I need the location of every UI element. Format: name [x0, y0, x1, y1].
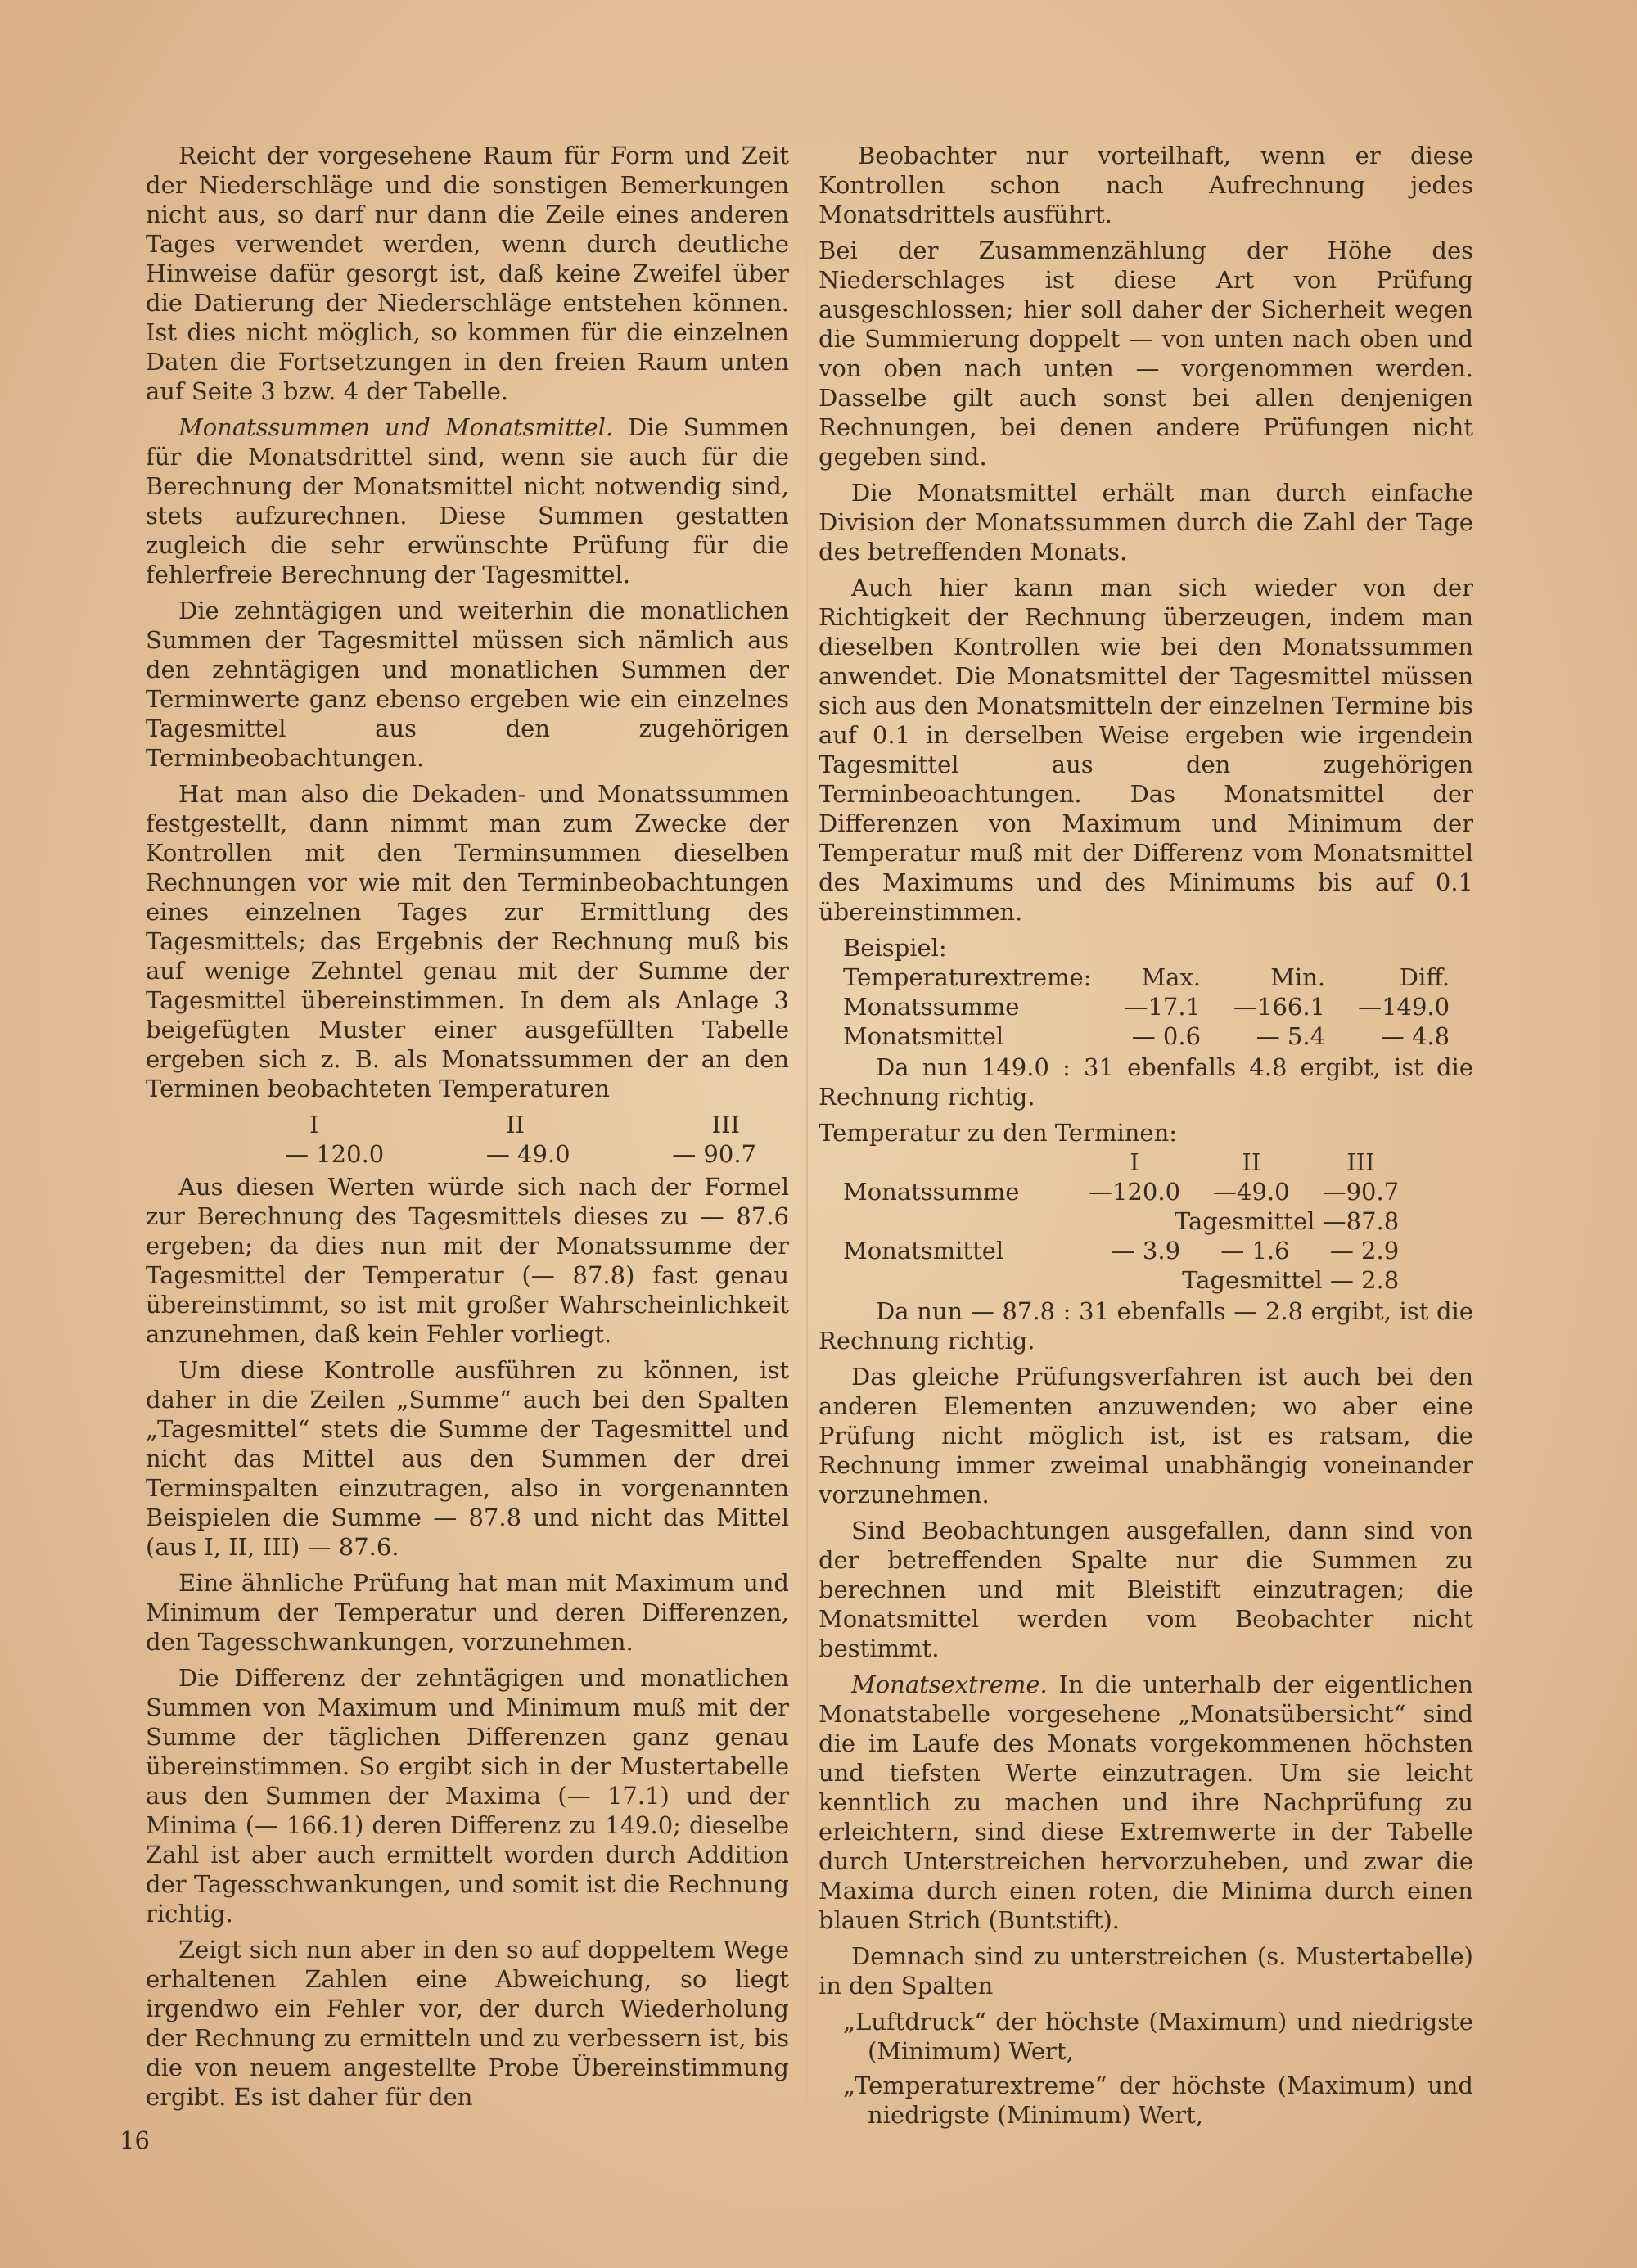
term-value-iii: — 90.7 — [672, 1140, 756, 1168]
table-cell: Temperaturextreme: — [843, 963, 1092, 991]
table-cell: —90.7 — [1322, 1178, 1400, 1206]
example-title: Temperatur zu den Terminen: — [818, 1119, 1178, 1147]
paragraph: Bei der Zusammenzählung der Höhe des Niederschlages ist diese Art von Prüfung ausgeschlossen; hier soll daher der Sicherheit wegen die Summierung doppelt — von unten nach oben und von oben nach unten — vorgenommen werden. Dasselbe gilt auch sonst bei allen denjenigen Rechnungen, bei denen andere Prüfungen nicht gegeben sind. — [818, 237, 1473, 471]
table-header-row — [843, 963, 1450, 992]
table-header-row — [843, 1148, 1399, 1177]
section-heading: Monatssummen und Monatsmittel. — [178, 413, 614, 441]
paragraph: Hat man also die Dekaden- und Monatssummen festgestellt, dann nimmt man zum Zwecke der Kontrollen mit den Terminsummen dieselben Rechnungen vor wie mit den Terminbeobachtungen eines einzelnen Tages zur Ermittlung des Tagesmittels; das Ergebnis der Rechnung muß bis auf wenige Zehntel genau mit der Summe der Tagesmittel übereinstimmen. In dem als Anlage 3 beigefügten Muster einer ausgefüllten Tabelle ergeben sich z. B. als Monatssummen der an den Terminen beobachteten Temperaturen — [146, 780, 789, 1102]
table-cell: Monatsmittel — [843, 1237, 1004, 1265]
list-item: „Temperaturextreme“ der höchste (Maximum) und niedrigste (Minimum) Wert, — [843, 2072, 1473, 2129]
table-row — [843, 992, 1450, 1021]
roman-iii: III — [711, 1111, 740, 1139]
paragraph: Die zehntägigen und weiterhin die monatlichen Summen der Tagesmittel müssen sich nämlich aus den zehntägigen und monatlichen Summen der Terminwerte ganz ebenso ergeben wie ein einzelnes Tagesmittel aus den zugehörigen Terminbeobachtungen. — [146, 597, 789, 772]
table-cell: II — [1242, 1148, 1261, 1176]
term-value-ii: — 49.0 — [485, 1140, 570, 1168]
section-heading: Monatsextreme. — [851, 1671, 1048, 1698]
table-cell: Monatsmittel — [843, 1022, 1004, 1050]
table-cell: Monatssumme — [843, 993, 1020, 1021]
roman-i: I — [309, 1111, 319, 1139]
paragraph-text: Die Summen für die Monatsdrittel sind, wenn sie auch für die Berechnung der Monatsmittel nicht notwendig sind, stets aufzurechnen. Diese Summen gestatten zugleich die sehr erwünschte Prüfung für die fehlerfreie Berechnung der Tagesmittel. — [146, 413, 789, 588]
table-row — [843, 1177, 1399, 1206]
table-cell — [843, 1148, 1056, 1177]
example-note: Da nun — 87.8 : 31 ebenfalls — 2.8 ergibt, ist die Rechnung richtig. — [818, 1297, 1473, 1355]
table-cell: —166.1 — [1233, 993, 1326, 1021]
paragraph: Die Monatsmittel erhält man durch einfache Division der Monatssummen durch die Zahl der Tage des betreffenden Monats. — [818, 479, 1473, 566]
example-terms-table — [843, 1148, 1399, 1295]
table-cell: Monatssumme — [843, 1178, 1020, 1206]
table-cell: Diff. — [1399, 963, 1450, 991]
example-extremes-table — [843, 963, 1450, 1051]
table-cell: — 0.6 — [1131, 1022, 1202, 1050]
table-cell: — 3.9 — [1111, 1237, 1181, 1265]
table-cell: —149.0 — [1358, 993, 1450, 1021]
paragraph: Eine ähnliche Prüfung hat man mit Maximum und Minimum der Temperatur und deren Differenzen, den Tagesschwankungen, vorzunehmen. — [146, 1569, 789, 1656]
paragraph: Zeigt sich nun aber in den so auf doppeltem Wege erhaltenen Zahlen eine Abweichung, so liegt irgendwo ein Fehler vor, der durch Wiederholung der Rechnung zu ermitteln und zu verbessern ist, bis die von neuem angestellte Probe Übereinstimmung ergibt. Es ist daher für den — [146, 1936, 789, 2111]
table-cell: — 4.8 — [1380, 1022, 1450, 1050]
page-number: 16 — [120, 2126, 150, 2154]
table-cell: — 2.9 — [1329, 1237, 1400, 1265]
term-values-row — [146, 1139, 789, 1169]
paragraph: Demnach sind zu unterstreichen (s. Mustertabelle) in den Spalten — [818, 1942, 1473, 2000]
table-cell: — 5.4 — [1256, 1022, 1326, 1050]
table-row — [843, 1265, 1399, 1295]
paragraph: Aus diesen Werten würde sich nach der Formel zur Berechnung des Tagesmittels dieses zu — 87.6 ergeben; da dies nun mit der Monatssumme der Tagesmittel der Temperatur (— 87.8) fast genau übereinstimmt, so ist mit großer Wahrscheinlichkeit anzunehmen, daß kein Fehler vorliegt. — [146, 1173, 789, 1348]
table-cell: III — [1346, 1148, 1375, 1176]
paragraph: Reicht der vorgesehene Raum für Form und Zeit der Niederschläge und die sonstigen Bemerkungen nicht aus, so darf nur dann die Zeile eines anderen Tages verwendet werden, wenn durch deutliche Hinweise dafür gesorgt ist, daß keine Zweifel über die Datierung der Niederschläge entstehen können. Ist dies nicht möglich, so kommen für die einzelnen Daten die Fortsetzungen in den freien Raum unten auf Seite 3 bzw. 4 der Tabelle. — [146, 142, 789, 405]
paragraph: Um diese Kontrolle ausführen zu können, ist daher in die Zeilen „Summe“ auch bei den Spalten „Tagesmittel“ stets die Summe der Tagesmittel und nicht das Mittel aus den Summen der drei Terminspalten einzutragen, also in vorgenannten Beispielen die Summe — 87.8 und nicht das Mittel (aus I, II, III) — 87.6. — [146, 1356, 789, 1561]
paragraph: Die Differenz der zehntägigen und monatlichen Summen von Maximum und Minimum muß mit der Summe der täglichen Differenzen ganz genau übereinstimmen. So ergibt sich in der Mustertabelle aus den Summen der Maxima (— 17.1) und der Minima (— 166.1) deren Differenz zu 149.0; dieselbe Zahl ist aber auch ermittelt worden durch Addition der Tagesschwankungen, und somit ist die Rechnung richtig. — [146, 1664, 789, 1928]
paragraph-text: In die unterhalb der eigentlichen Monatstabelle vorgesehene „Monatsübersicht“ sind die im Laufe des Monats vorgekommenen höchsten und tiefsten Werte einzutragen. Um sie leicht kenntlich zu machen und ihre Nachprüfung zu erleichtern, sind diese Extremwerte in der Tabelle durch Unterstreichen hervorzuheben, und zwar die Maxima durch einen roten, die Minima durch einen blauen Strich (Buntstift). — [818, 1671, 1473, 1934]
left-column — [146, 141, 789, 2118]
table-cell: Min. — [1270, 963, 1326, 991]
table-cell: —120.0 — [1089, 1178, 1181, 1206]
tagesmittel-mean: Tagesmittel — 2.8 — [1182, 1266, 1400, 1294]
table-row — [843, 1206, 1399, 1236]
paragraph — [818, 1670, 1473, 1935]
table-cell: —17.1 — [1124, 993, 1202, 1021]
tagesmittel-sum: Tagesmittel —87.8 — [1174, 1207, 1400, 1235]
right-column — [818, 141, 1473, 2135]
table-cell: I — [1130, 1148, 1139, 1176]
table-cell: —49.0 — [1213, 1178, 1290, 1206]
table-cell: — 1.6 — [1220, 1237, 1290, 1265]
paragraph: Beobachter nur vorteilhaft, wenn er diese Kontrollen schon nach Aufrechnung jedes Monatsdrittels ausführt. — [818, 142, 1473, 228]
example-note: Da nun 149.0 : 31 ebenfalls 4.8 ergibt, ist die Rechnung richtig. — [818, 1053, 1473, 1111]
table-row — [843, 1236, 1399, 1265]
list-item: „Luftdruck“ der höchste (Maximum) und niedrigste (Minimum) Wert, — [843, 2008, 1473, 2065]
roman-ii: II — [506, 1111, 525, 1139]
paragraph: Das gleiche Prüfungsverfahren ist auch bei den anderen Elementen anzuwenden; wo aber eine Prüfung nicht möglich ist, ist es ratsam, die Rechnung immer zweimal unabhängig voneinander vorzunehmen. — [818, 1363, 1473, 1508]
table-row — [843, 1021, 1450, 1051]
table-cell: Max. — [1141, 963, 1202, 991]
term-value-i: — 120.0 — [285, 1140, 385, 1168]
example-label: Beispiel: — [843, 934, 947, 962]
paragraph: Auch hier kann man sich wieder von der Richtigkeit der Rechnung überzeugen, indem man dieselben Kontrollen wie bei den Monatssummen anwendet. Die Monatsmittel der Tagesmittel müssen sich aus den Monatsmitteln der einzelnen Termine bis auf 0.1 in derselben Weise ergeben wie irgendein Tagesmittel aus den zugehörigen Terminbeoachtungen. Das Monatsmittel der Differenzen von Maximum und Minimum der Temperatur muß mit der Differenz vom Monatsmittel des Maximums und des Minimums bis auf 0.1 übereinstimmen. — [818, 574, 1473, 926]
page-fold — [806, 115, 808, 2243]
paragraph: Sind Beobachtungen ausgefallen, dann sind von der betreffenden Spalte nur die Summen zu berechnen und mit Bleistift einzutragen; die Monatsmittel werden vom Beobachter nicht bestimmt. — [818, 1517, 1473, 1662]
term-roman-header — [146, 1110, 789, 1139]
paragraph — [146, 413, 789, 589]
